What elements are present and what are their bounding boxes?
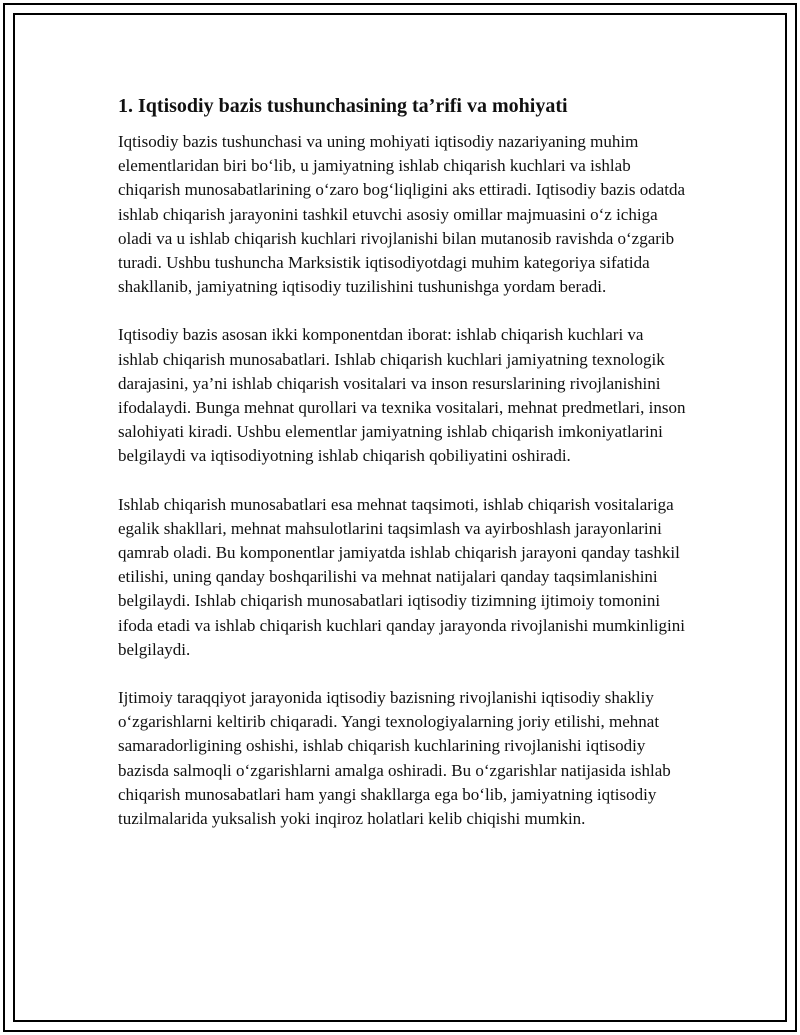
paragraph-2: Iqtisodiy bazis asosan ikki komponentdan iborat: ishlab chiqarish kuchlari va ishlab chiqarish munosabatlari. Ishlab chiqarish kuchlari jamiyatning texnologik darajasini, ya’ni ishlab chiqarish vositalari va inson resurslarining rivojlanishini ifodalaydi. Bunga mehnat qurollari va texnika vositalari, mehnat predmetlari, inson salohiyati kiradi. Ushbu elementlar jamiyatning ishlab chiqarish imkoniyatlarini belgilaydi va iqtisodiyotning ishlab chiqarish qobiliyatini oshiradi. (118, 325, 686, 466)
paragraph-1: Iqtisodiy bazis tushunchasi va uning mohiyati iqtisodiy nazariyaning muhim elementlaridan biri bo‘lib, u jamiyatning ishlab chiqarish kuchlari va ishlab chiqarish munosabatlarining o‘zaro bog‘liqligini aks ettiradi. Iqtisodiy bazis odatda ishlab chiqarish jarayonini tashkil etuvchi asosiy omillar majmuasini o‘z ichiga oladi va u ishlab chiqarish kuchlari rivojlanishi bilan mutanosib ravishda o‘zgarib turadi. Ushbu tushuncha Marksistik iqtisodiyotdagi muhim kategoriya sifatida shakllanib, jamiyatning iqtisodiy tuzilishini tushunishga yordam beradi. (118, 132, 686, 297)
paragraph-4: Ijtimoiy taraqqiyot jarayonida iqtisodiy bazisning rivojlanishi iqtisodiy shakliy o‘zgarishlarni keltirib chiqaradi. Yangi texnologiyalarning joriy etilishi, mehnat samaradorligining oshishi, ishlab chiqarish kuchlarining rivojlanishi iqtisodiy bazisda salmoqli o‘zgarishlarni amalga oshiradi. Bu o‘zgarishlar natijasida ishlab chiqarish munosabatlari ham yangi shakllarga ega bo‘lib, jamiyatning iqtisodiy tuzilmalarida yuksalish yoki inqiroz holatlari kelib chiqishi mumkin. (118, 688, 671, 829)
paragraph-3: Ishlab chiqarish munosabatlari esa mehnat taqsimoti, ishlab chiqarish vositalariga egalik shakllari, mehnat mahsulotlarini taqsimlash va ayirboshlash jarayonlarini qamrab oladi. Bu komponentlar jamiyatda ishlab chiqarish jarayoni qanday tashkil etilishi, uning qanday boshqarilishi va mehnat natijalari qanday taqsimlanishini belgilaydi. Ishlab chiqarish munosabatlari iqtisodiy tizimning ijtimoiy tomonini ifoda etadi va ishlab chiqarish kuchlari qanday jarayonda rivojlanishi mumkinligini belgilaydi. (118, 494, 685, 659)
section-heading: 1. Iqtisodiy bazis tushunchasining ta’rifi va mohiyati (118, 95, 568, 117)
document-body (118, 92, 688, 855)
